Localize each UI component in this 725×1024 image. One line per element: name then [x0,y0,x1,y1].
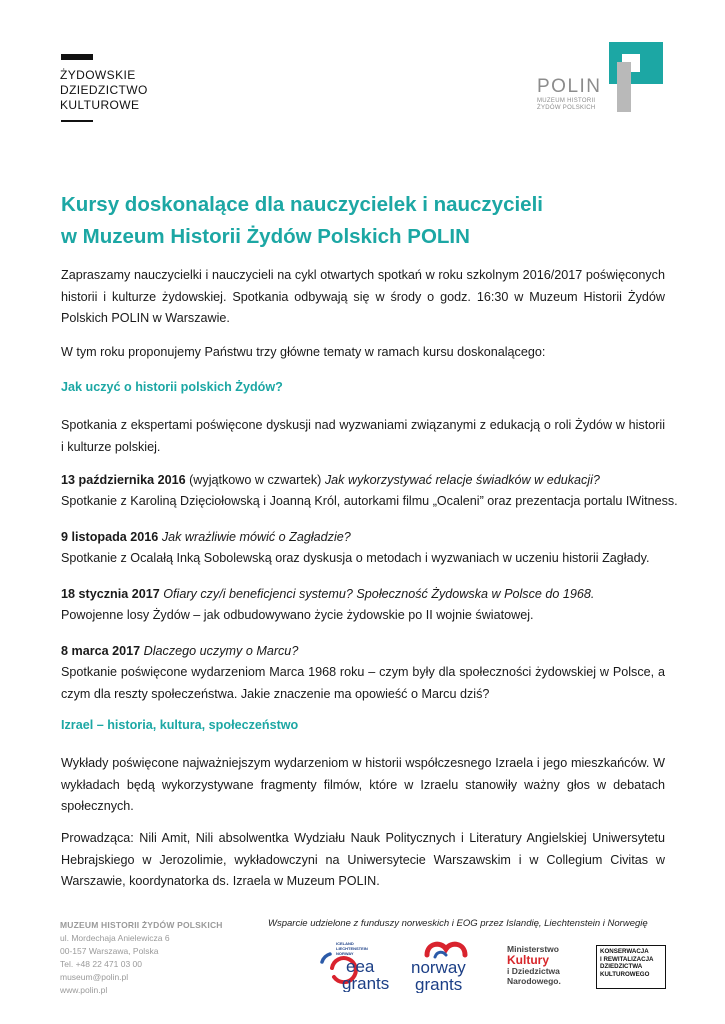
norway-grants-logo [409,937,493,993]
ministry-line: Ministerstwo [507,944,559,954]
event-details: Spotkanie poświęcone wydarzeniom Marca 1968 roku – czym były dla społeczności żydowskiej w Polsce, a czym dla reszty społeczeństwa. Jakie znaczenie ma opowieść o Marcu dziś? [61,665,665,701]
footer-website-link[interactable]: www.polin.pl [60,985,108,995]
zdk-logo-line: KULTUROWE [60,98,140,112]
norway-word: norway [411,958,466,977]
topics-intro: W tym roku proponujemy Państwu trzy główne tematy w ramach kursu doskonalącego: [61,345,546,359]
footer-address-line: ul. Mordechaja Anielewicza 6 [60,933,170,943]
event-date: 8 marca 2017 [61,644,141,658]
event-topic: Ofiary czy/i beneficjenci systemu? Społeczność Żydowska w Polsce do 1968. [163,587,595,601]
polin-logo-text: POLIN [537,76,602,97]
event-title [61,527,665,549]
event-title [61,470,665,492]
eea-country-line: NORWAY [336,951,354,956]
event-topic: Jak wrażliwie mówić o Zagładzie? [161,530,351,544]
konserwacja-line: KONSERWACJA [600,948,649,955]
footer-email-link[interactable]: museum@polin.pl [60,972,129,982]
polin-sub-line: ŻYDÓW POLSKICH [537,105,596,111]
section1-description: Spotkania z ekspertami poświęcone dyskusji nad wyzwaniami związanymi z edukacją o roli Żydów w historii i kulturze polskiej. [61,418,665,454]
zdk-logo-line: DZIEDZICTWO [60,83,148,97]
event-date: 13 października 2016 [61,473,186,487]
event-date: 9 listopada 2016 [61,530,159,544]
footer-address-line: Tel. +48 22 471 03 00 [60,959,142,969]
ministry-line: i Dziedzictwa [507,966,560,976]
section2-heading: Izrael – historia, kultura, społeczeństwo [61,718,299,732]
eea-grants-word: grants [342,974,390,992]
polin-logo-subtitle [537,98,596,112]
title-line: w Muzeum Historii Żydów Polskich POLIN [61,225,470,248]
event-details: Spotkanie z Ocalałą Inką Sobolewską oraz dyskusja o metodach i wyzwaniach w uczeniu historii Zagłady. [61,551,650,565]
event-date: 18 stycznia 2017 [61,587,160,601]
ministry-line-highlight: Kultury [507,953,549,967]
zdk-logo-bar-top [61,54,93,60]
norway-grants-word: grants [415,975,463,993]
event-title [61,584,665,606]
footer-org-name: MUZEUM HISTORII ŻYDÓW POLSKICH [60,920,223,930]
zdk-logo [60,68,148,113]
section1-heading: Jak uczyć o historii polskich Żydów? [61,380,283,394]
polin-logo-mark [609,42,663,112]
ministry-culture-logo [505,943,583,989]
title-line: Kursy doskonalące dla nauczycielek i nauczycieli [61,193,543,216]
konserwacja-line: DZIEDZICTWA [600,963,643,971]
event-topic: Dlaczego uczymy o Marcu? [143,644,299,658]
event-topic: Jak wykorzystywać relacje świadków w edukacji? [324,473,600,487]
eea-country-line: ICELAND [336,941,354,946]
event-title [61,641,665,663]
intro-paragraph: Zapraszamy nauczycielki i nauczycieli na cykl otwartych spotkań w roku szkolnym 2016/2017 poświęconych historii i kulturze żydowskiej. Spotkania odbywają się w środy o godz. 16:30 w Muzeum Historii Żydów Polskich POLIN w Warszawie. [61,268,665,325]
page-title [61,189,681,253]
footer-support-text: Wsparcie udzielone z funduszy norweskich i EOG przez Islandię, Liechtenstein i Norwegię [268,918,648,929]
ministry-line: Narodowego. [507,976,561,986]
event-details: Spotkanie z Karoliną Dzięciołowską i Joanną Król, autorkami filmu „Ocaleni” oraz prezentacja portalu IWitness. [61,494,678,508]
section2-description: Wykłady poświęcone najważniejszym wydarzeniom w historii współczesnego Izraela i jego mieszkańców. W wykładach będą wykorzystywane fragmenty filmów, które w Izraelu stanowiły ważny głos w debatach społecznych. [61,756,665,813]
footer-address-line: 00-157 Warszawa, Polska [60,946,159,956]
zdk-logo-line: ŻYDOWSKIE [60,68,136,82]
konserwacja-logo [596,945,666,989]
polin-sub-line: MUZEUM HISTORII [537,98,596,104]
eea-grants-logo [318,940,400,992]
zdk-logo-bar-bottom [61,120,93,122]
konserwacja-line: KULTUROWEGO [600,970,650,978]
eea-word: eea [346,957,375,976]
event-details: Powojenne losy Żydów – jak odbudowywano życie żydowskie po II wojnie światowej. [61,608,534,622]
lecturer-paragraph: Prowadząca: Nili Amit, Nili absolwentka Wydziału Nauk Politycznych i Literatury Angielskiej Uniwersytetu Hebrajskiego w Jerozolimie, wykładowczyni na Uniwersytecie Warszawskim i w Collegium Civitas w Warszawie, koordynatorka ds. Izraela w Muzeum POLIN. [61,831,665,888]
event-note: (wyjątkowo w czwartek) [185,473,325,487]
konserwacja-line: I REWITALIZACJA [600,955,654,963]
eea-country-line: LIECHTENSTEIN [336,946,368,951]
footer-address [60,919,223,997]
